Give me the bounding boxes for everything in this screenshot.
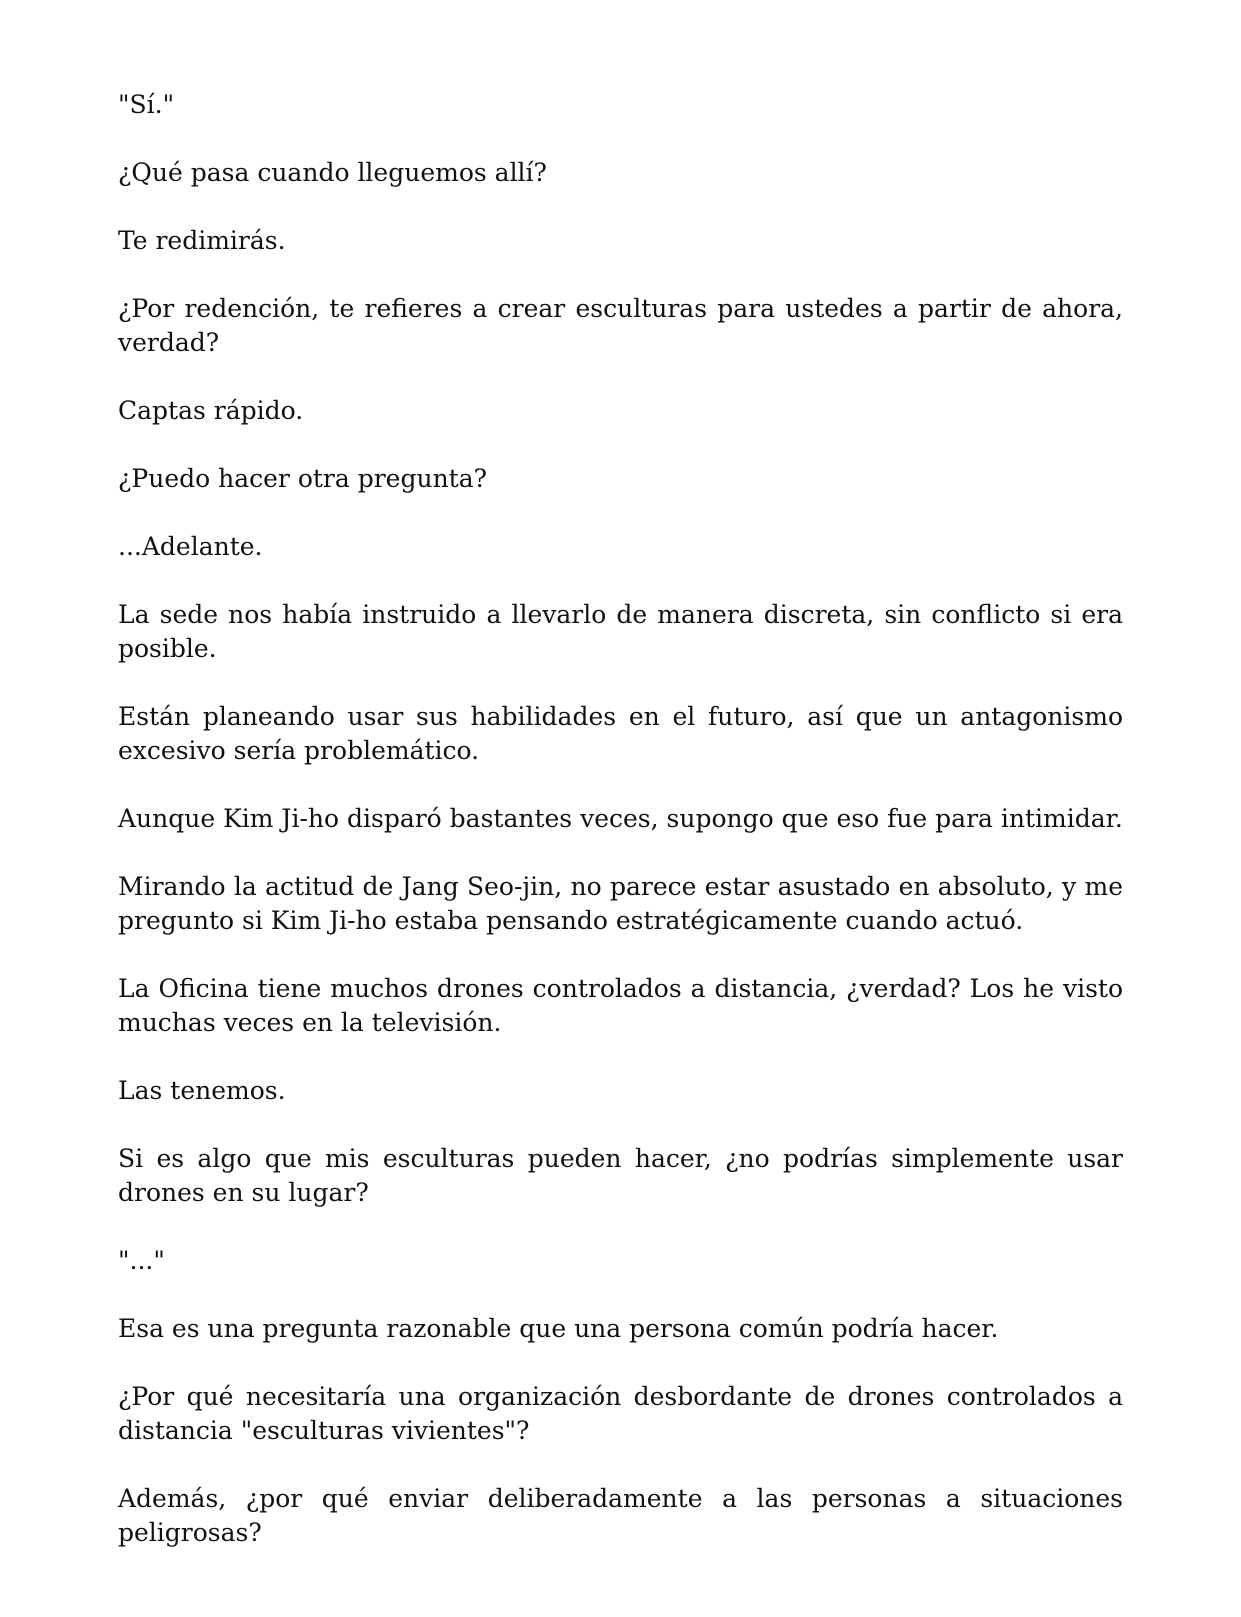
paragraph: ¿Puedo hacer otra pregunta? xyxy=(118,464,488,493)
paragraph: ¿Por redención, te refieres a crear esculturas para ustedes a partir de ahora, verdad? xyxy=(118,294,1123,357)
paragraph: Mirando la actitud de Jang Seo-jin, no parece estar asustado en absoluto, y me pregunto si Kim Ji-ho estaba pensando estratégicamente cuando actuó. xyxy=(118,872,1123,935)
paragraph: Captas rápido. xyxy=(118,396,304,425)
paragraph: Te redimirás. xyxy=(118,226,286,255)
paragraph: "..." xyxy=(118,1246,165,1275)
document-page xyxy=(118,88,1123,1584)
paragraph: "Sí." xyxy=(118,90,175,119)
paragraph: Aunque Kim Ji-ho disparó bastantes veces, supongo que eso fue para intimidar. xyxy=(118,804,1123,833)
paragraph: Esa es una pregunta razonable que una persona común podría hacer. xyxy=(118,1314,999,1343)
paragraph: ¿Por qué necesitaría una organización desbordante de drones controlados a distancia "esculturas vivientes"? xyxy=(118,1382,1123,1445)
paragraph: ...Adelante. xyxy=(118,532,263,561)
paragraph: ¿Qué pasa cuando lleguemos allí? xyxy=(118,158,547,187)
paragraph: Además, ¿por qué enviar deliberadamente a las personas a situaciones peligrosas? xyxy=(118,1484,1123,1547)
paragraph: Están planeando usar sus habilidades en el futuro, así que un antagonismo excesivo sería problemático. xyxy=(118,702,1123,765)
paragraph: La sede nos había instruido a llevarlo de manera discreta, sin conflicto si era posible. xyxy=(118,600,1123,663)
paragraph: Las tenemos. xyxy=(118,1076,286,1105)
paragraph: Si es algo que mis esculturas pueden hacer, ¿no podrías simplemente usar drones en su lugar? xyxy=(118,1144,1123,1207)
paragraph: La Oficina tiene muchos drones controlados a distancia, ¿verdad? Los he visto muchas veces en la televisión. xyxy=(118,974,1123,1037)
